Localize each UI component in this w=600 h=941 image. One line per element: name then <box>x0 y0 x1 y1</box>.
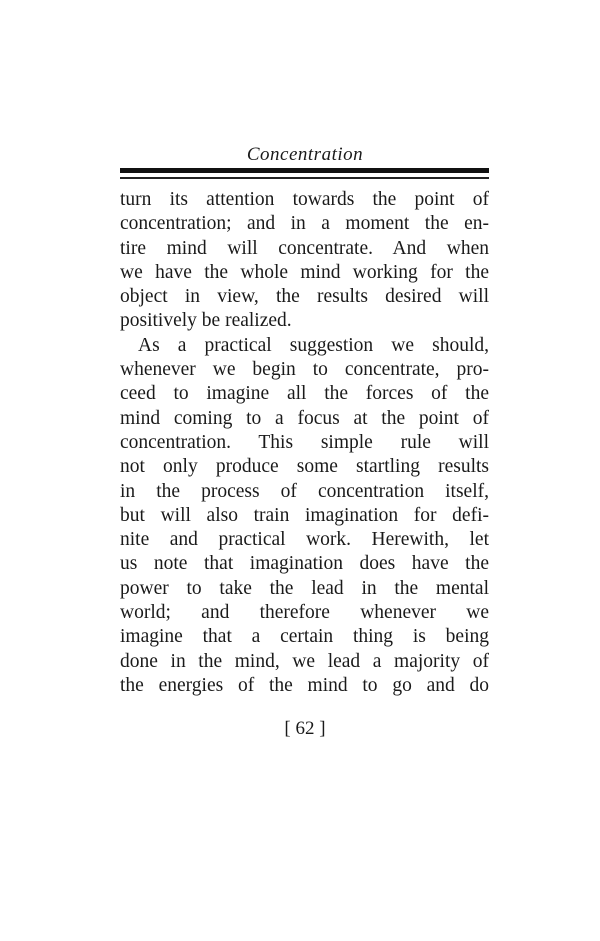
text-line: tire mind will concentrate. And when <box>120 237 489 259</box>
text-line: mind coming to a focus at the point of <box>120 407 489 429</box>
text-line: we have the whole mind working for the <box>120 261 489 283</box>
text-line: positively be realized. <box>120 310 292 332</box>
text-line: object in view, the results desired will <box>120 286 489 308</box>
text-line: As a practical suggestion we should, <box>138 334 489 356</box>
text-line: the energies of the mind to go and do <box>120 674 489 696</box>
body-text <box>120 188 489 698</box>
text-line: done in the mind, we lead a majority of <box>120 650 489 672</box>
text-line: concentration. This simple rule will <box>120 431 489 453</box>
page-number: [ 62 ] <box>284 718 326 739</box>
running-head: Concentration <box>246 144 364 165</box>
text-line: in the process of concentration itself, <box>120 480 489 502</box>
text-line: but will also train imagination for defi- <box>120 504 489 526</box>
text-line: nite and practical work. Herewith, let <box>120 529 489 551</box>
text-line: turn its attention towards the point of <box>120 189 489 210</box>
text-line: world; and therefore whenever we <box>120 602 489 624</box>
text-line: ceed to imagine all the forces of the <box>120 383 489 405</box>
text-line: imagine that a certain thing is being <box>120 626 489 648</box>
text-line: us note that imagination does have the <box>120 553 489 575</box>
header-rule-thin <box>120 177 489 179</box>
header-rule-thick <box>120 168 489 173</box>
text-line: not only produce some startling results <box>120 456 489 478</box>
text-line: whenever we begin to concentrate, pro- <box>120 359 489 381</box>
text-line: power to take the lead in the mental <box>120 577 489 599</box>
text-line: concentration; and in a moment the en- <box>120 213 489 235</box>
